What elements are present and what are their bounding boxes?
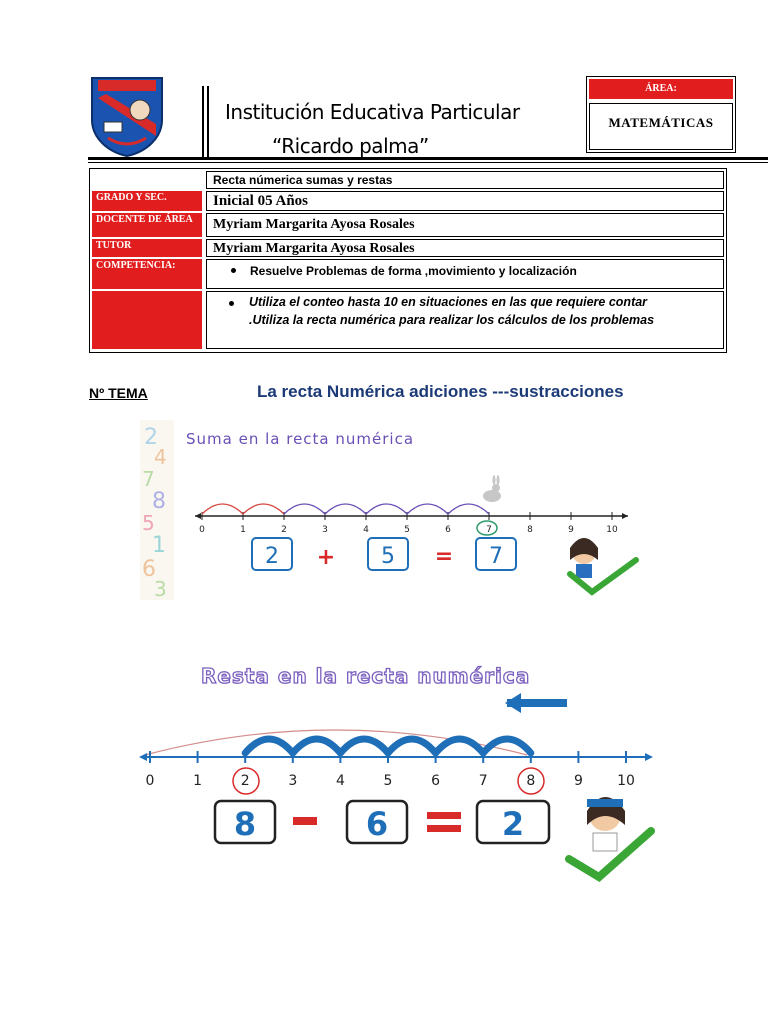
capacidad-text: Utiliza el conteo hasta 10 en situaciones en las que requiere contar .Utiliza la recta numérica para realizar los cálculos de los problemas xyxy=(249,295,655,327)
decorative-numbers xyxy=(140,420,174,600)
plus-sign: + xyxy=(316,545,336,570)
tick-label: 4 xyxy=(363,525,369,535)
institution-name: Institución Educativa Particular xyxy=(225,100,520,124)
addend-b: 5 xyxy=(381,544,395,569)
row-label-docente: DOCENTE DE ÁREA xyxy=(92,213,202,237)
row-value-capacidad xyxy=(206,291,724,349)
tick-label: 3 xyxy=(288,773,298,789)
area-value: MATEMÁTICAS xyxy=(589,103,733,150)
tick-label: 1 xyxy=(240,525,246,535)
bullet-icon xyxy=(231,268,236,273)
institution-subtitle: “Ricardo palma” xyxy=(272,134,429,158)
school-logo xyxy=(88,76,166,158)
tick-label: 5 xyxy=(404,525,410,535)
svg-text:1: 1 xyxy=(152,533,166,558)
tick-label: 9 xyxy=(573,773,583,789)
area-label: ÁREA: xyxy=(589,79,733,99)
tick-label: 4 xyxy=(335,773,345,789)
row-value-grado: Inicial 05 Años xyxy=(206,191,724,211)
tick-label: 0 xyxy=(199,525,205,535)
area-box xyxy=(586,76,736,153)
svg-text:3: 3 xyxy=(154,577,167,600)
tick-label: 1 xyxy=(193,773,203,789)
tema-label: Nº TEMA xyxy=(89,385,148,401)
row-label-tutor: TUTOR xyxy=(92,239,202,257)
header-rule xyxy=(88,162,768,163)
tick-label: 6 xyxy=(431,773,441,789)
tick-label: 10 xyxy=(606,525,618,535)
svg-text:4: 4 xyxy=(154,445,167,469)
tick-label: 2 xyxy=(281,525,287,535)
tick-label: 3 xyxy=(322,525,328,535)
tick-label: 0 xyxy=(145,773,155,789)
subtraction-illustration xyxy=(135,655,655,883)
tick-label: 5 xyxy=(383,773,393,789)
bullet-icon xyxy=(229,301,234,306)
tick-label: 7 xyxy=(486,525,492,535)
tick-label: 7 xyxy=(478,773,488,789)
row-label-grado: GRADO Y SEC. xyxy=(92,191,202,211)
svg-text:8: 8 xyxy=(152,489,166,514)
header-divider xyxy=(202,86,204,158)
row-value-competencia xyxy=(206,259,724,289)
equals-top xyxy=(427,812,461,819)
info-table xyxy=(89,168,727,353)
row-value-docente: Myriam Margarita Ayosa Rosales xyxy=(206,213,724,237)
row-label-empty xyxy=(92,291,202,349)
table-title: Recta númerica sumas y restas xyxy=(206,171,724,189)
result-value: 2 xyxy=(501,805,525,843)
tick-label: 6 xyxy=(445,525,451,535)
subtrahend-value: 6 xyxy=(365,805,389,843)
svg-text:6: 6 xyxy=(142,557,156,582)
addition-title: Suma en la recta numérica xyxy=(186,430,415,448)
minus-sign xyxy=(293,817,317,825)
tick-label: 2 xyxy=(240,773,250,789)
subtraction-title: Resta en la recta numérica xyxy=(201,664,531,688)
header-divider xyxy=(207,86,209,158)
equals-sign: = xyxy=(434,544,454,569)
equals-bottom xyxy=(427,825,461,832)
result-value: 7 xyxy=(489,544,503,569)
svg-text:7: 7 xyxy=(142,467,155,491)
tema-title: La recta Numérica adiciones ---sustracciones xyxy=(257,382,624,401)
row-label-competencia: COMPETENCIA: xyxy=(92,259,202,289)
tick-label: 8 xyxy=(526,773,536,789)
addition-illustration xyxy=(140,420,650,600)
minuend-value: 8 xyxy=(233,805,257,843)
svg-text:5: 5 xyxy=(142,511,155,535)
addend-a: 2 xyxy=(265,544,279,569)
competencia-text: Resuelve Problemas de forma ,movimiento y localización xyxy=(250,264,577,278)
tick-label: 10 xyxy=(617,773,635,789)
tick-label: 8 xyxy=(527,525,533,535)
tick-label: 9 xyxy=(568,525,574,535)
svg-text:2: 2 xyxy=(144,425,158,450)
row-value-tutor: Myriam Margarita Ayosa Rosales xyxy=(206,239,724,257)
